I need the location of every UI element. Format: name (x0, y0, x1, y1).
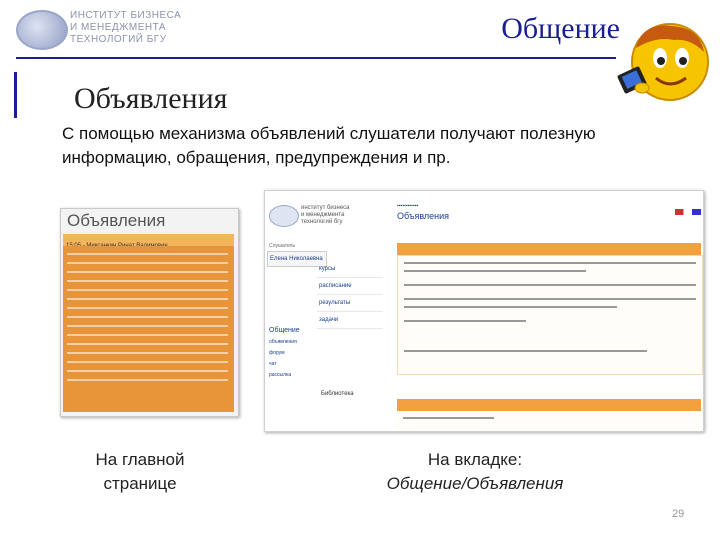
small-logo-text (301, 205, 350, 226)
announcement-1-body (397, 255, 703, 375)
smiley-mascot-icon (612, 18, 712, 114)
caption-main-page-line-2: странице (103, 474, 177, 493)
menu-item-tasks[interactable]: задачи (317, 312, 383, 329)
menu-item-schedule[interactable]: расписание (317, 278, 383, 295)
breadcrumb[interactable]: ▪▪▪▪▪▪▪▪▪▪▪▪ (397, 203, 419, 209)
logo-line-3: ТЕХНОЛОГИЙ БГУ (70, 34, 167, 45)
description-text: С помощью механизма объявлений слушатели получают полезную информацию, обращения, предупреждения и пр. (62, 124, 596, 167)
logo-line-1: ИНСТИТУТ БИЗНЕСА (70, 10, 182, 21)
user-label: Слушатель (269, 243, 296, 249)
menu-item-courses[interactable]: курсы (317, 261, 383, 278)
communication-item-chat[interactable]: чат (269, 361, 277, 367)
page-number: 29 (672, 508, 685, 520)
header-title: Общение (501, 12, 620, 45)
communication-tab-screenshot (264, 190, 704, 432)
institute-logo (16, 8, 186, 52)
library-link[interactable]: Библиотека (321, 391, 354, 397)
section-title: Объявления (397, 211, 450, 221)
language-flags-icon[interactable] (675, 209, 701, 215)
caption-main-page-line-1: На главной (95, 450, 185, 469)
logo-text (70, 10, 181, 46)
communication-item-mailing[interactable]: рассылка (269, 372, 292, 378)
announcement-body (63, 246, 234, 412)
logo-line-2: И МЕНЕДЖМЕНТА (70, 22, 167, 33)
screenshot-title: Объявления (67, 211, 166, 230)
communication-menu (269, 327, 300, 378)
announcement-2-body (397, 411, 701, 431)
announcement-1-header (397, 243, 701, 255)
globe-logo-icon (16, 10, 68, 50)
announcement-header-bar (63, 234, 234, 246)
header-divider (16, 57, 616, 59)
small-logo-line-1: институт бизнеса (301, 205, 350, 211)
communication-item-announcements[interactable]: объявления (269, 339, 297, 345)
page-heading: Объявления (74, 82, 228, 115)
menu-item-results[interactable]: результаты (317, 295, 383, 312)
communication-title: Общение (269, 327, 300, 334)
small-logo-line-3: технологий бгу (301, 219, 343, 225)
caption-main-page (78, 448, 202, 496)
caption-communication-tab (370, 448, 580, 496)
caption-tab-line-1: На вкладке: (427, 450, 523, 469)
small-globe-logo-icon (269, 205, 299, 227)
side-menu (317, 261, 383, 329)
user-name[interactable]: Елена Николаевна (267, 251, 327, 267)
main-page-screenshot (60, 208, 239, 417)
communication-item-forum[interactable]: форум (269, 350, 285, 356)
heading-accent-bar (14, 72, 17, 118)
caption-tab-line-2: Общение/Объявления (386, 474, 564, 493)
small-logo-line-2: и менеджмента (301, 212, 345, 218)
announcement-2-header (397, 399, 701, 411)
